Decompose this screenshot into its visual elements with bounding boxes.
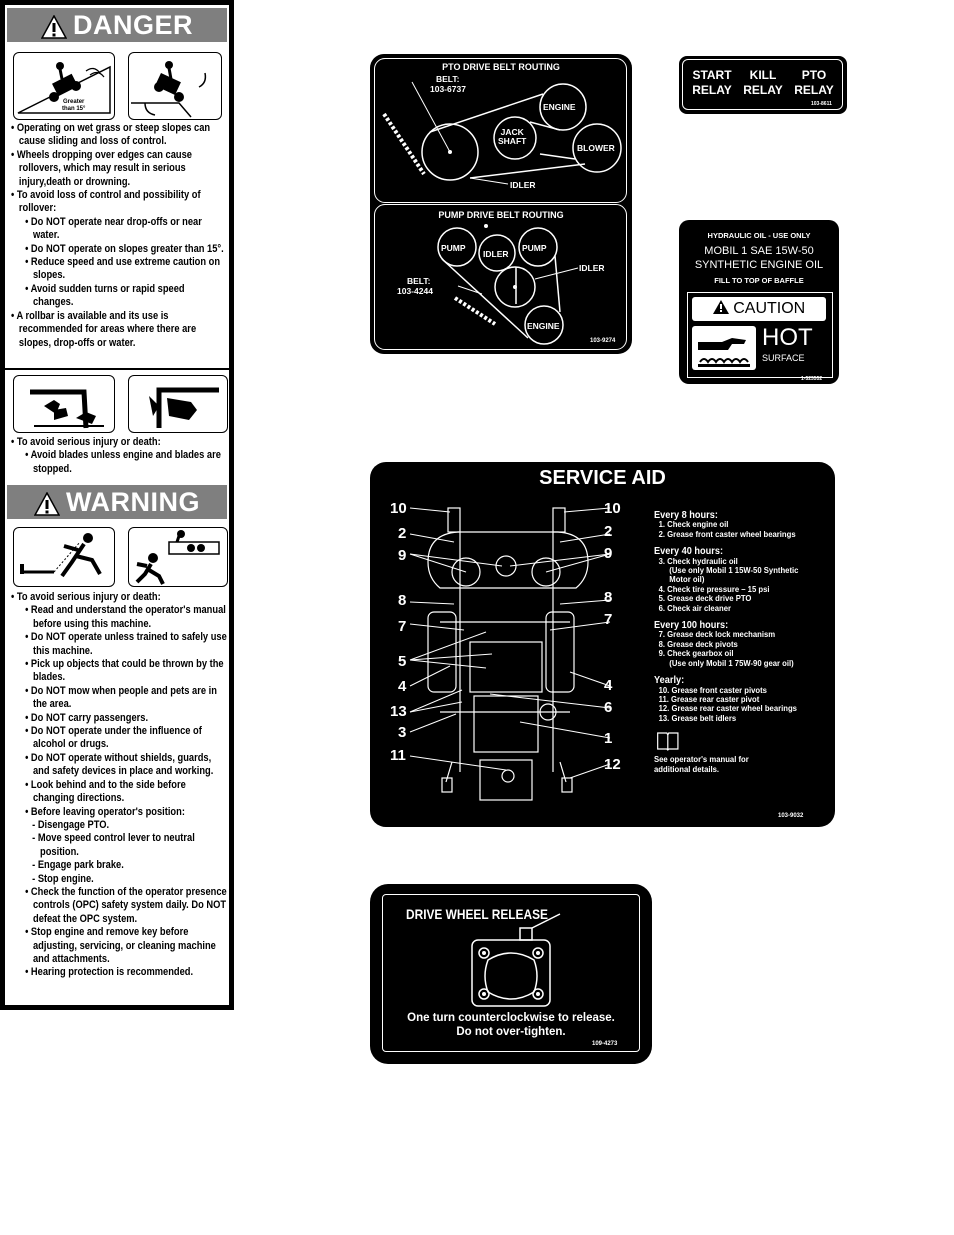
warning-bullet: - Engage park brake. xyxy=(32,859,124,872)
pump-belt-part: 103-4244 xyxy=(397,286,433,296)
callout-left: 9 xyxy=(398,547,407,564)
schedule-item: Motor oil) xyxy=(658,574,705,585)
belt-routing-diagram xyxy=(370,54,632,354)
danger-bullet: • Reduce speed and use extreme caution on slopes. xyxy=(25,256,221,282)
warning-bullet: • Do NOT carry passengers. xyxy=(25,711,149,724)
relay-code: 103-8611 xyxy=(811,101,832,107)
callout-left: 13 xyxy=(390,703,407,720)
schedule-item: 2. Grease front caster wheel bearings xyxy=(658,528,796,539)
blade-bullet: • To avoid serious injury or death: xyxy=(11,436,161,448)
see-manual-line: additional details. xyxy=(654,763,720,774)
schedule-item: 8. Grease deck pivots xyxy=(658,638,738,649)
schedule-item: 9. Check gearbox oil xyxy=(658,648,734,659)
hot-label: HOT xyxy=(762,324,813,351)
warning-bullet: • Do NOT operate without shields, guards, and safety devices in place and working. xyxy=(25,751,214,778)
pto-idler-label: IDLER xyxy=(510,180,536,190)
blade-hand-pictograph xyxy=(13,375,115,433)
manual-book-icon xyxy=(656,731,680,751)
service-schedule xyxy=(654,508,798,774)
hot-surface-hand-icon xyxy=(692,326,756,370)
callout-left: 7 xyxy=(398,618,407,635)
pto-relay-label: PTO RELAY xyxy=(794,68,834,97)
schedule-item: 5. Grease deck drive PTO xyxy=(658,593,752,604)
callout-right: 12 xyxy=(604,756,621,773)
callout-left: 4 xyxy=(398,678,407,695)
drive-wheel-instruction: One turn counterclockwise to release. xyxy=(407,1012,615,1024)
schedule-item: (Use only Mobil 1 75W-90 gear oil) xyxy=(658,657,794,668)
callout-left: 8 xyxy=(398,592,407,609)
danger-bullet: • Do NOT operate near drop-offs or near water. xyxy=(25,215,202,242)
warning-bullet: • Read and understand the operator's manual before using this machine. xyxy=(25,604,226,630)
warning-bullet: • Do NOT mow when people and pets are in the area. xyxy=(25,684,217,711)
danger-bullet: • Avoid sudden turns or rapid speed changes. xyxy=(25,282,185,309)
pump-right-label: PUMP xyxy=(522,243,547,253)
pto-belt-part: 103-6737 xyxy=(430,84,466,94)
danger-bullet: • To avoid loss of control and possibility of rollover: xyxy=(11,189,201,215)
danger-triangle-icon xyxy=(41,15,67,39)
blade-hand-icon xyxy=(14,376,114,432)
callout-right: 7 xyxy=(604,611,613,628)
schedule-item: 1. Check engine oil xyxy=(658,519,729,530)
relay-decal xyxy=(679,56,847,114)
thrown-object-icon xyxy=(14,528,114,586)
dropoff-rollover-icon xyxy=(129,53,221,119)
warning-bullet: • Check the function of the operator presence controls (OPC) safety system daily. Do NOT defeat the OPC system. xyxy=(25,885,227,925)
hot-hand-pictograph xyxy=(692,326,756,370)
drive-wheel-release-decal xyxy=(370,884,652,1064)
blade-bullet: • Avoid blades unless engine and blades are stopped. xyxy=(25,449,221,475)
schedule-item: 11. Grease rear caster pivot xyxy=(658,693,760,704)
callout-right: 8 xyxy=(604,589,613,606)
schedule-item: 4. Check tire pressure – 15 psi xyxy=(658,583,770,594)
warning-bullet: • Hearing protection is recommended. xyxy=(25,966,194,979)
blade-foot-icon xyxy=(129,376,227,432)
oil-line2: MOBIL 1 SAE 15W-50 xyxy=(704,245,814,257)
oil-line3: SYNTHETIC ENGINE OIL xyxy=(694,259,824,271)
schedule-item: 12. Grease rear caster wheel bearings xyxy=(658,703,797,714)
warning-bullet: • Stop engine and remove key before adjusting, servicing, or cleaning machine and attachments. xyxy=(25,926,216,965)
schedule-item: 6. Check air cleaner xyxy=(658,602,731,613)
pto-engine-label: ENGINE xyxy=(543,102,576,112)
kill-relay-label: KILL RELAY xyxy=(743,68,783,97)
danger-bullet: • Wheels dropping over edges can cause rollovers, which may result in serious injury,death or drowning. xyxy=(11,148,192,188)
schedule-item: 7. Grease deck lock mechanism xyxy=(658,629,776,640)
schedule-heading: Yearly: xyxy=(654,675,685,687)
slope-caption: Greater than 15° xyxy=(62,99,86,112)
callout-left: 10 xyxy=(390,500,407,517)
slope-pictograph xyxy=(13,52,115,120)
callout-left: 2 xyxy=(398,525,407,542)
jack-shaft-label: JACK SHAFT xyxy=(498,127,527,146)
callout-right: 2 xyxy=(604,523,613,540)
pump-belt-title: PUMP DRIVE BELT ROUTING xyxy=(438,210,564,220)
surface-label: SURFACE xyxy=(762,353,805,363)
oil-line4: FILL TO TOP OF BAFFLE xyxy=(714,276,804,285)
pto-belt-label: BELT: xyxy=(436,74,460,84)
pump-engine-label: ENGINE xyxy=(527,321,560,331)
warning-bullet: • Look behind and to the side before changing directions. xyxy=(25,778,186,805)
start-relay-label: START RELAY xyxy=(692,68,732,97)
blower-label: BLOWER xyxy=(577,143,615,153)
schedule-item: 10. Grease front caster pivots xyxy=(658,684,767,695)
pto-belt-title: PTO DRIVE BELT ROUTING xyxy=(442,62,560,72)
callout-right: 4 xyxy=(604,677,613,694)
divider xyxy=(5,368,229,370)
no-passenger-icon xyxy=(129,528,227,586)
warning-bullet: • Before leaving operator's position: xyxy=(25,805,185,818)
schedule-heading: Every 8 hours: xyxy=(654,510,718,521)
passenger-pictograph xyxy=(128,527,228,587)
pump-left-label: PUMP xyxy=(441,243,466,253)
warning-header: WARNING xyxy=(7,485,227,519)
schedule-item: (Use only Mobil 1 15W-50 Synthetic xyxy=(658,565,799,576)
drive-wheel-warning: Do not over-tighten. xyxy=(456,1026,566,1038)
callout-left: 5 xyxy=(398,653,407,670)
service-aid-title: SERVICE AID xyxy=(539,467,666,489)
warning-bullet: • Do NOT operate unless trained to safely use this machine. xyxy=(25,631,227,657)
dropoff-pictograph xyxy=(128,52,222,120)
warning-bullet: • Pick up objects that could be thrown by the blades. xyxy=(25,658,224,684)
safety-decal xyxy=(0,0,234,1010)
danger-bullet: • Do NOT operate on slopes greater than 15°. xyxy=(25,242,224,255)
warning-bullet: • To avoid serious injury or death: xyxy=(11,591,161,603)
schedule-item: 3. Check hydraulic oil xyxy=(658,555,738,566)
callout-left: 3 xyxy=(398,724,407,741)
callout-right: 1 xyxy=(604,730,613,747)
blade-bullets xyxy=(11,436,227,476)
callout-right: 10 xyxy=(604,500,621,517)
belt-routing-decal xyxy=(370,54,632,354)
warning-bullet: - Stop engine. xyxy=(32,872,94,885)
drive-wheel-code: 109-4273 xyxy=(592,1041,618,1047)
caution-triangle-icon xyxy=(713,300,729,314)
warning-bullet: • Do NOT operate under the influence of alcohol or drugs. xyxy=(25,725,202,751)
caution-header: CAUTION xyxy=(692,297,826,321)
warning-triangle-icon xyxy=(34,492,60,516)
danger-bullet: • Operating on wet grass or steep slopes can cause sliding and loss of control. xyxy=(11,122,211,148)
oil-line1: HYDRAULIC OIL - USE ONLY xyxy=(707,231,811,240)
drive-wheel-title: DRIVE WHEEL RELEASE xyxy=(406,906,548,922)
warning-bullets xyxy=(11,591,227,980)
warning-bullet: - Move speed control lever to neutral position. xyxy=(32,832,195,858)
service-aid-code: 103-9032 xyxy=(778,813,804,819)
warning-bullet: - Disengage PTO. xyxy=(32,818,110,831)
see-manual-line: See operator's manual for xyxy=(654,754,749,765)
belt-routing-code: 103-9274 xyxy=(590,338,616,344)
pump-belt-label: BELT: xyxy=(407,276,431,286)
caution-panel xyxy=(687,292,833,378)
callout-right: 6 xyxy=(604,699,613,716)
schedule-heading: Every 100 hours: xyxy=(654,620,729,632)
oil-decal-code: 1-523552 xyxy=(801,376,823,382)
schedule-heading: Every 40 hours: xyxy=(654,546,724,558)
danger-bullet: • A rollbar is available and its use is recommended for areas where there are slopes, drop-offs or water. xyxy=(11,309,197,349)
danger-header: DANGER xyxy=(7,8,227,42)
pump-idler-right-label: IDLER xyxy=(579,263,605,273)
callout-right: 9 xyxy=(604,545,613,562)
thrown-object-pictograph xyxy=(13,527,115,587)
blade-foot-pictograph xyxy=(128,375,228,433)
callout-left: 11 xyxy=(390,747,406,764)
schedule-item: 13. Grease belt idlers xyxy=(658,712,737,723)
pump-idler-center-label: IDLER xyxy=(483,249,509,259)
hydraulic-oil-decal xyxy=(679,220,839,384)
danger-bullets xyxy=(11,122,227,350)
